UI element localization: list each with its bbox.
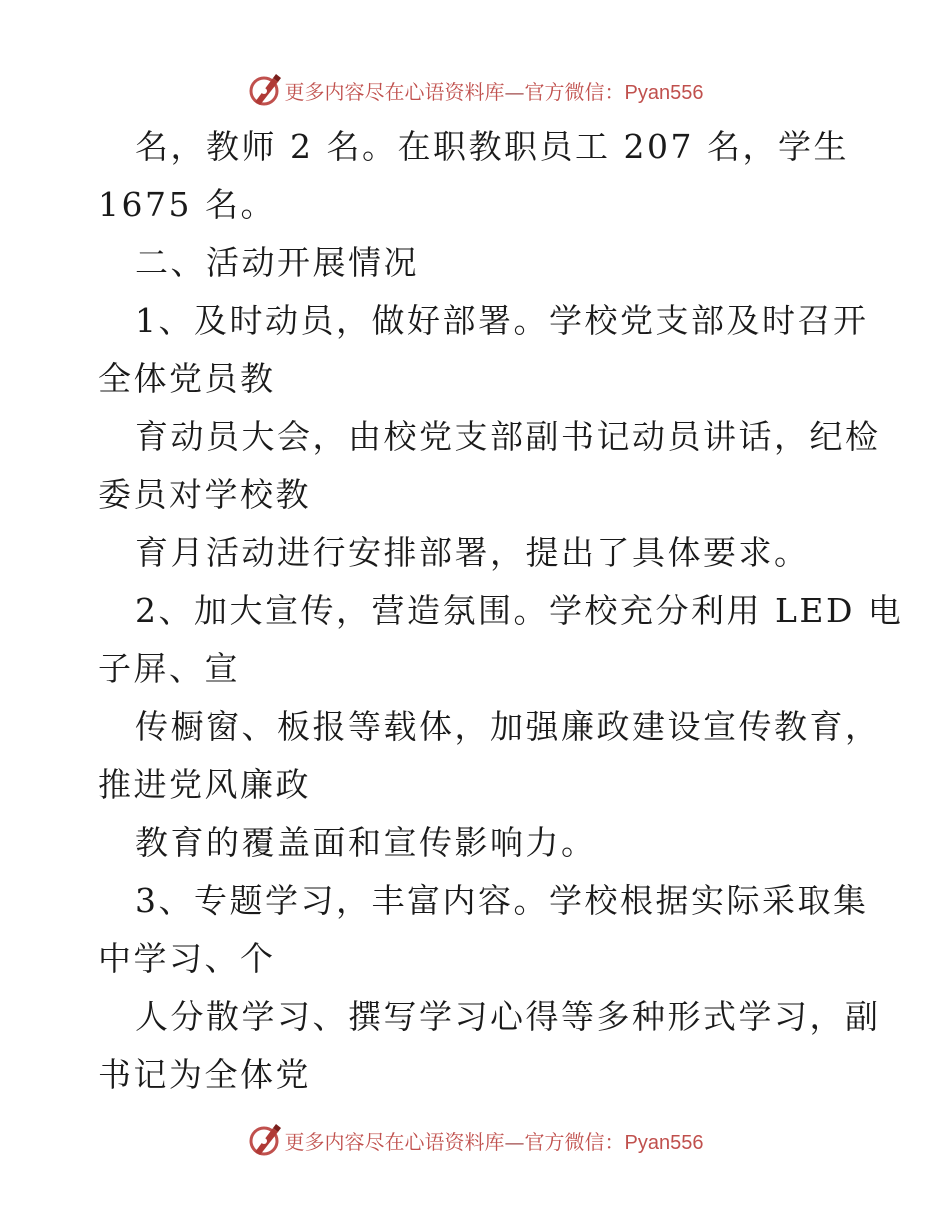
text-line: 育月活动进行安排部署，提出了具体要求。 xyxy=(135,533,810,572)
watermark-header xyxy=(0,70,950,110)
watermark-wechat-id: Pyan556 xyxy=(624,1131,704,1154)
text-line: 育动员大会，由校党支部副书记动员讲话，纪检 xyxy=(135,417,881,456)
text-line: 名，教师 2 名。在职教职员工 207 名，学生 xyxy=(135,127,849,166)
watermark-site-text: 更多内容尽在心语资料库 xyxy=(284,79,505,104)
text-line: 全体党员教 xyxy=(98,359,276,398)
document-body xyxy=(98,118,904,1104)
watermark-wechat-label: 官方微信： xyxy=(524,1129,625,1154)
watermark-footer xyxy=(0,1120,950,1160)
watermark-wechat-label: 官方微信： xyxy=(524,79,625,104)
watermark-site-text: 更多内容尽在心语资料库 xyxy=(284,1129,505,1154)
watermark-separator: — xyxy=(504,79,525,104)
watermark-separator: — xyxy=(504,1129,525,1154)
text-line: 传橱窗、板报等载体，加强廉政建设宣传教育， xyxy=(135,707,881,746)
text-line: 1、及时动员，做好部署。学校党支部及时召开 xyxy=(135,301,869,340)
text-line: 中学习、个 xyxy=(98,939,276,978)
text-line: 1675 名。 xyxy=(98,185,276,224)
text-line: 教育的覆盖面和宣传影响力。 xyxy=(135,823,597,862)
pen-logo-icon xyxy=(247,1122,283,1158)
watermark-text xyxy=(285,1126,704,1155)
text-line: 推进党风廉政 xyxy=(98,765,311,804)
text-line: 书记为全体党 xyxy=(98,1055,311,1094)
watermark-text xyxy=(285,76,704,105)
text-line: 3、专题学习，丰富内容。学校根据实际采取集 xyxy=(135,881,869,920)
text-line: 委员对学校教 xyxy=(98,475,311,514)
text-line: 二、活动开展情况 xyxy=(135,243,419,282)
watermark-wechat-id: Pyan556 xyxy=(624,81,704,104)
text-line: 人分散学习、撰写学习心得等多种形式学习，副 xyxy=(135,997,881,1036)
text-line: 子屏、宣 xyxy=(98,649,240,688)
pen-logo-icon xyxy=(247,72,283,108)
text-line: 2、加大宣传，营造氛围。学校充分利用 LED 电 xyxy=(135,591,904,630)
